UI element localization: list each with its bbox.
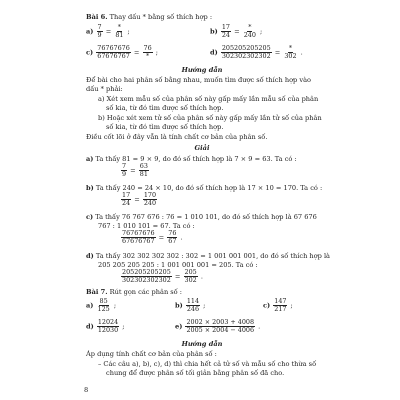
guide-line: chung để được phân số tối giản bằng phân số đã cho.: [106, 369, 285, 377]
solution-d-text-cont: 205 205 205 205 : 1 001 001 001 = 205. Ta có :: [98, 261, 258, 269]
guide-line: – Các câu a), b), c), d) thì chia hết cả tử số và mẫu số cho thừa số: [98, 360, 317, 368]
ex7-guide-heading: Hướng dẫn: [181, 340, 223, 348]
ex6-item-a: a) $\frac{7}{9}$ = $\frac{*}{81}$ ;: [86, 23, 130, 39]
guide-line: Để bài cho hai phân số bằng nhau, muốn tìm được số thích hợp vào: [86, 76, 311, 84]
ex6-item-c: c) $\frac{76767676}{67676767}$ = $\frac{76}{*}$ ;: [86, 44, 158, 60]
guide-line: số kia, từ đó tìm được số thích hợp.: [106, 104, 224, 112]
guide-line: số kia, từ đó tìm được số thích hợp.: [106, 123, 224, 131]
solution-d-fractions: $\frac{205205205205}{302302302302}$ = $\frac{205}{302}$ .: [122, 268, 203, 284]
ex7-item-c: c) $\frac{147}{217}$ ;: [263, 297, 293, 313]
fraction: $\frac{205205205205}{302302302302}$: [122, 268, 171, 284]
solution-c-fractions: $\frac{76767676}{67676767}$ = $\frac{76}{67}$ .: [122, 229, 183, 245]
guide-line: a) Xét xem mẫu số của phân số này gấp mấy lần mẫu số của phân: [98, 95, 319, 103]
solution-a-fractions: $\frac{7}{9}$ = $\frac{63}{81}$: [122, 162, 148, 178]
fraction: $\frac{17}{24}$: [221, 23, 230, 39]
fraction: $\frac{17}{24}$: [122, 191, 131, 207]
solution-c-text-cont: 767 : 1 010 101 = 67. Ta có :: [98, 222, 195, 230]
fraction: $\frac{*}{240}$: [243, 23, 256, 39]
ex6-guide-heading: Hướng dẫn: [181, 66, 223, 74]
exercise-6-header: Bài 6. Thay dấu * bằng số thích hợp :: [86, 13, 213, 21]
solution-b-text: b) Ta thấy 240 = 24 × 10, do đó số thích hợp là 17 × 10 = 170. Ta có :: [86, 184, 323, 192]
ex7-item-d: d) $\frac{12024}{12030}$ ;: [86, 318, 125, 334]
fraction: $\frac{*}{81}$: [115, 23, 124, 39]
fraction: $\frac{12024}{12030}$: [97, 318, 119, 334]
exercise-7-header: Bài 7. Rút gọn các phân số :: [86, 288, 183, 296]
ex6-item-d: d) $\frac{205205205205}{302302302302}$ = $\frac{*}{302}$ .: [210, 44, 303, 60]
page-number: 8: [84, 386, 89, 394]
ex7-item-b: b) $\frac{114}{246}$ ;: [175, 297, 206, 313]
fraction: $\frac{76767676}{67676767}$: [97, 44, 130, 60]
guide-line: Điều cốt lõi ở đây vẫn là tính chất cơ bản của phân số.: [86, 133, 268, 141]
solution-d-text: d) Ta thấy 302 302 302 302 : 302 = 1 001 001 001, do đó số thích hợp là: [86, 252, 330, 260]
fraction: $\frac{76}{67}$: [168, 229, 177, 245]
fraction: $\frac{205}{302}$: [184, 268, 197, 284]
fraction: $\frac{147}{217}$: [274, 297, 287, 313]
ex6-solution-heading: Giải: [194, 144, 210, 152]
fraction: $\frac{85}{125}$: [97, 297, 110, 313]
guide-line: dấu * phải:: [86, 85, 123, 93]
fraction: $\frac{2002 \times 2003 + 4008}{2005 \times 2004 - 4006}$: [186, 318, 255, 334]
ex7-item-e: e) $\frac{2002 \times 2003 + 4008}{2005 \times 2004 - 4006}$ .: [175, 318, 261, 334]
fraction: $\frac{170}{240}$: [143, 191, 157, 207]
ex6-item-b: b) $\frac{17}{24}$ = $\frac{*}{240}$ ;: [210, 23, 263, 39]
fraction: $\frac{114}{246}$: [186, 297, 200, 313]
solution-b-fractions: $\frac{17}{24}$ = $\frac{170}{240}$: [122, 191, 157, 207]
fraction: $\frac{76767676}{67676767}$: [122, 229, 155, 245]
solution-a-text: a) Ta thấy 81 = 9 × 9, do đó số thích hợp là 7 × 9 = 63. Ta có :: [86, 155, 297, 163]
solution-c-text: c) Ta thấy 76 767 676 : 76 = 1 010 101, do đó số thích hợp là 67 676: [86, 213, 317, 221]
ex7-item-a: a) $\frac{85}{125}$ ;: [86, 297, 117, 313]
fraction: $\frac{7}{9}$: [97, 23, 102, 39]
fraction: $\frac{76}{*}$: [143, 44, 152, 60]
fraction: $\frac{*}{302}$: [284, 44, 297, 60]
fraction: $\frac{63}{81}$: [139, 162, 148, 178]
fraction: $\frac{7}{9}$: [122, 162, 127, 178]
guide-line: b) Hoặc xét xem tử số của phân số này gấp mấy lần tử số của phân: [98, 114, 322, 122]
guide-line: Áp dụng tính chất cơ bản của phân số :: [86, 350, 217, 358]
fraction: $\frac{205205205205}{302302302302}$: [221, 44, 271, 60]
